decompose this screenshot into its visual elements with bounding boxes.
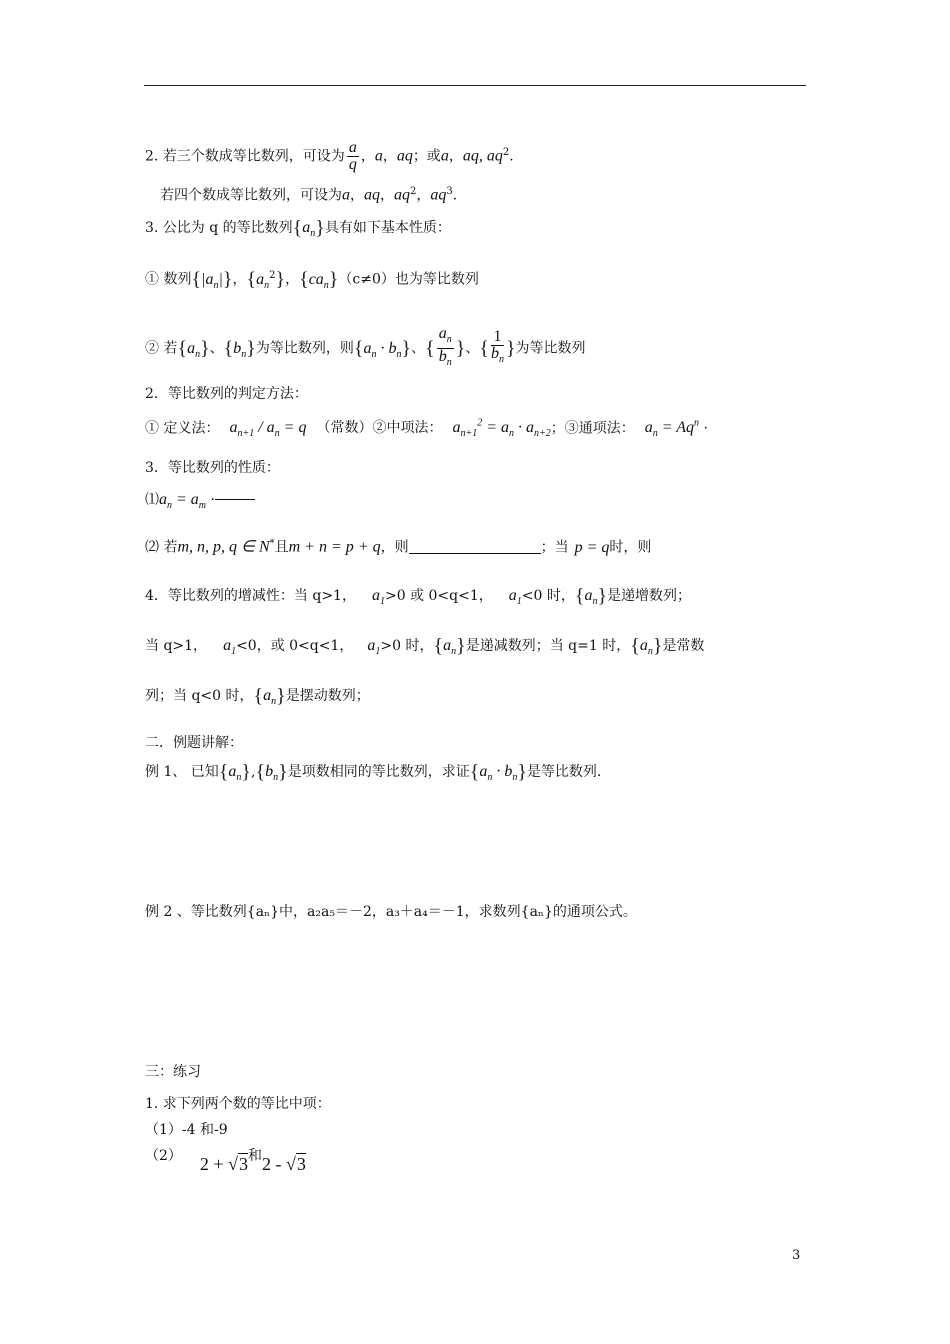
section-examples-heading: 二．例题讲解： (145, 735, 243, 751)
practice-1-2: （2） 2 + √3和2 - √3 (145, 1148, 306, 1174)
fraction-1-over-bn: $\frac{1}{b_n}$ (490, 328, 504, 366)
header-rule (144, 85, 806, 86)
example-1: 例 1、 已知$\{a_n\},\{b_n\}$是项数相同的等比数列，求证$\{a_n \cdot b_n\}$是等比数列. (145, 761, 602, 784)
page-number: 3 (792, 1248, 801, 1263)
fill-blank (409, 539, 541, 554)
line-property-1: ① 数列$\{|a_n|\}$，$\{a_n^2\}$，$\{ca_n\}(c\ne 0)$也为等比数列 (145, 268, 479, 291)
line-judgement-heading: 2．等比数列的判定方法： (145, 386, 308, 402)
line-four-terms: 若四个数成等比数列，可设为a，aq，$aq^2$，$aq^3$. (160, 186, 458, 204)
practice-1-1: （1）-4 和-9 (145, 1122, 228, 1138)
practice-1: 1. 求下列两个数的等比中项： (145, 1096, 331, 1112)
example-2: 例 2 、等比数列{aₙ}中，a₂a₅＝－2，a₃＋a₄＝－1，求数列{aₙ}的通项公式。 (145, 904, 637, 920)
line-property-b: ⑵ 若m, n, p, q ∈ N*且m + n = p + q，则 ；当 p = q时，则 (145, 538, 652, 556)
fraction-an-over-bn: $\frac{a_n}{b_n}$ (438, 325, 452, 369)
line-monotonic-1: 4．等比数列的增减性：当 q>1， $a_1>0$ 或 0<q<1， $a_1<0$ 时，$\{a_n\}$是递增数列； (145, 585, 692, 608)
fraction-a-over-q: $\frac{a}{q}$ (348, 139, 357, 173)
line-properties-heading: 3．等比数列的性质： (145, 460, 280, 476)
line-monotonic-2: 当 q>1， $a_1<0$，或 0<q<1， $a_1>0$ 时，$\{a_n\}$是递减数列；当 q=1 时，$\{a_n\}$是常数 (145, 635, 705, 658)
line-property-2: ② 若$\{a_n\}$、$\{b_n\}$为等比数列，则$\{a_n \cdot b_n\}$、{ $\frac{a_n}{b_n}$ }、{ $\frac{1}{b_n}$ }为等比数列 (145, 326, 586, 371)
short-blank (215, 499, 255, 500)
line-monotonic-3: 列；当 q<0 时，$\{a_n\}$是摆动数列； (145, 685, 370, 708)
section-practice-heading: 三：练习 (145, 1064, 201, 1080)
line-judgement-methods: ① 定义法： $a_{n+1} / a_n = q$ （常数）②中项法： $a_{n+1}^2 = a_n \cdot a_{n+2}$；③通项法： $a_n = Aq^n$ · (145, 418, 708, 440)
line-properties-intro: 3. 公比为 q 的等比数列$\{a_n\}$具有如下基本性质： (145, 217, 451, 240)
line-three-terms: 2. 若三个数成等比数列，可设为 $\frac{a}{q}$ ，a，aq；或a，aq, $aq^2$. (145, 139, 514, 173)
line-property-a: $⑴a_n = a_m$ · (145, 490, 255, 516)
